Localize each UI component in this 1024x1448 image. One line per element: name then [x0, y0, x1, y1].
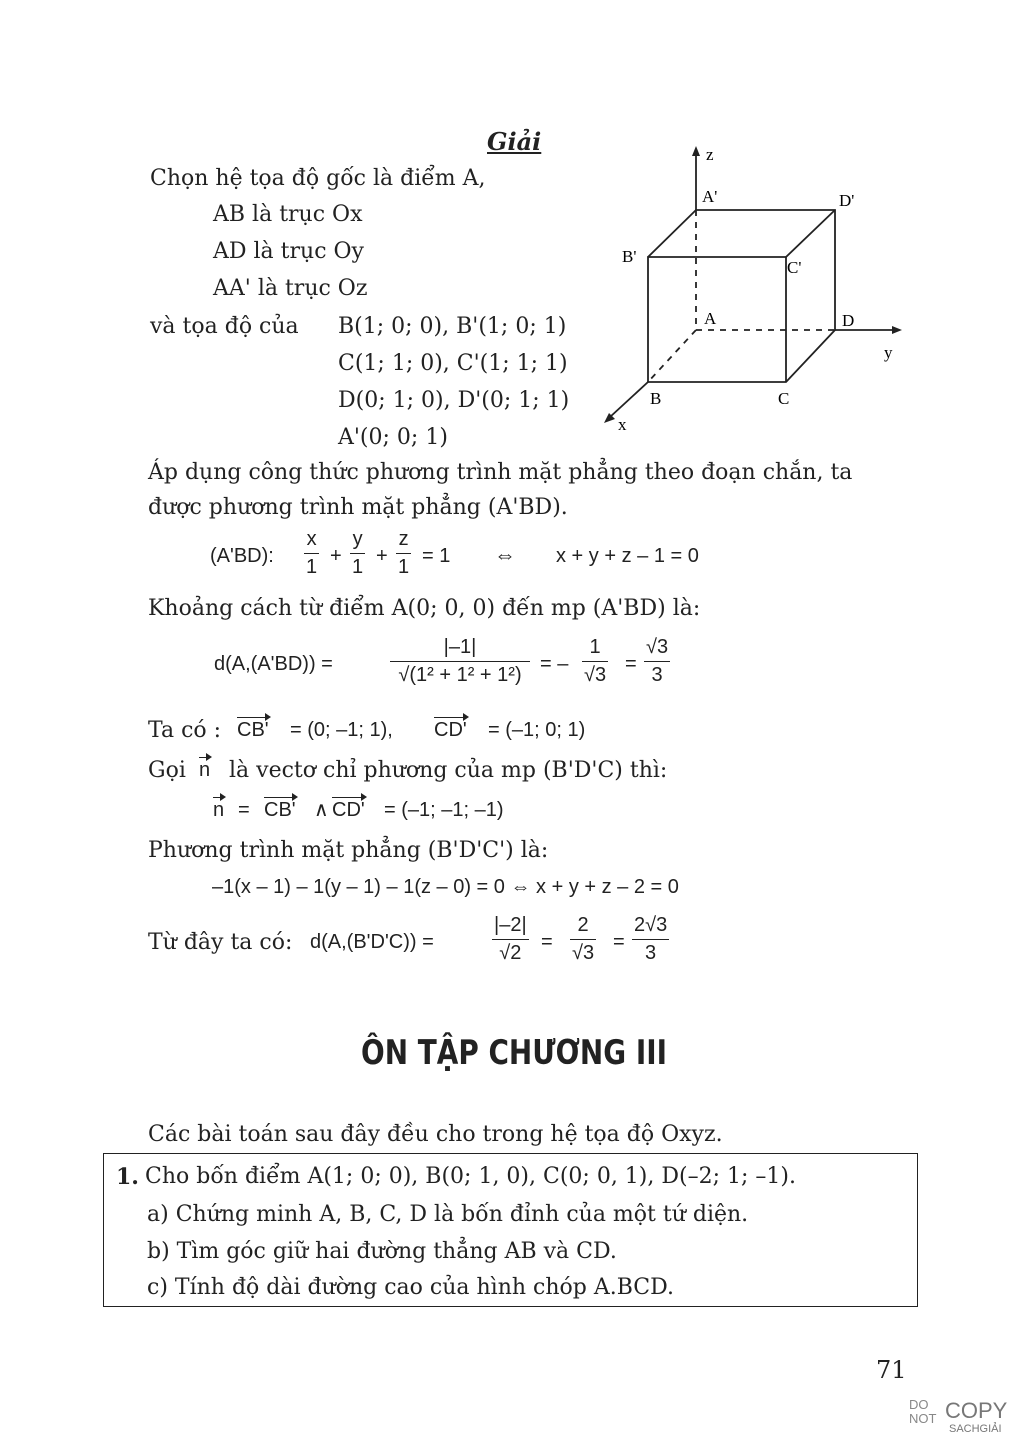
- plane-title: Phương trình mặt phẳng (B'D'C') là:: [148, 838, 549, 863]
- eq2-lhs: d(A,(A'BD)) =: [214, 653, 333, 675]
- eq2-frac-main: |–1| √(1² + 1² + 1²): [390, 636, 530, 687]
- eq2-eq-1: = –: [540, 653, 569, 675]
- cross-n: n: [213, 799, 225, 821]
- coords-line-3: D(0; 1; 0), D'(0; 1; 1): [338, 388, 570, 413]
- label-z: z: [706, 145, 714, 164]
- vec-cb-value: = (0; –1; 1),: [290, 719, 393, 741]
- coords-line-4: A'(0; 0; 1): [338, 425, 448, 450]
- coords-line-1: B(1; 0; 0), B'(1; 0; 1): [338, 314, 567, 339]
- solution-title: Giải: [487, 127, 542, 156]
- cross-value: = (–1; –1; –1): [384, 799, 504, 821]
- eq3-eq-2: =: [613, 931, 625, 953]
- intro-line-1: Chọn hệ tọa độ gốc là điểm A,: [150, 166, 486, 191]
- eq1-frac-z: z 1: [398, 528, 410, 578]
- exercise-part-a: a) Chứng minh A, B, C, D là bốn đỉnh của một tứ diện.: [147, 1202, 749, 1227]
- cube-figure: [590, 140, 910, 440]
- label-D1: D': [839, 191, 855, 210]
- eq1-plus-1: +: [330, 545, 342, 567]
- label-y: y: [884, 343, 893, 362]
- chapter-intro: Các bài toán sau đây đều cho trong hệ tọa độ Oxyz.: [148, 1122, 723, 1147]
- eq2-frac-2: 1 √3: [584, 636, 607, 686]
- eq3-frac-1: |–2| √2: [494, 914, 527, 964]
- x-axis: [610, 382, 648, 417]
- cross-cb: CB': [264, 799, 296, 821]
- plane-equation: –1(x – 1) – 1(y – 1) – 1(z – 0) = 0 ⇔ x + y + z – 2 = 0: [212, 876, 679, 898]
- label-D: D: [842, 311, 855, 330]
- cross-eq: =: [238, 799, 250, 821]
- eq2-eq-2: =: [625, 653, 637, 675]
- watermark-logo: DO NOT COPY SACHGIẢI: [909, 1397, 1008, 1435]
- cross-cd: CD': [332, 799, 365, 821]
- label-C: C: [778, 389, 790, 408]
- y-arrow: [892, 326, 902, 334]
- chapter-heading: ÔN TẬP CHƯƠNG III: [361, 1033, 667, 1073]
- label-B1: B': [622, 247, 637, 266]
- eq3-lead: Từ đây ta có:: [148, 930, 293, 955]
- normal-rest: là vectơ chỉ phương của mp (B'D'C) thì:: [229, 758, 668, 783]
- exercise-part-b: b) Tìm góc giữ hai đường thẳng AB và CD.: [147, 1239, 617, 1264]
- intro-line-2: AB là trục Ox: [213, 202, 363, 227]
- eq1-iff: ⇔: [494, 542, 516, 567]
- vec-cd: CD': [434, 719, 467, 741]
- vec-lead: Ta có :: [148, 718, 222, 743]
- label-C1: C': [787, 258, 802, 277]
- intro-line-4: AA' là trục Oz: [213, 276, 368, 301]
- para1-line-1: Áp dụng công thức phương trình mặt phẳng theo đoạn chắn, ta: [148, 460, 853, 485]
- vec-cb: CB': [237, 719, 269, 741]
- normal-lead: Gọi: [148, 758, 186, 783]
- exercise-number: 1.: [116, 1164, 139, 1190]
- label-B: B: [650, 389, 662, 408]
- eq1-rhs: x + y + z – 1 = 0: [556, 545, 699, 567]
- exercise-part-c: c) Tính độ dài đường cao của hình chóp A.BCD.: [147, 1275, 674, 1300]
- cross-wedge: ∧: [314, 799, 329, 821]
- eq1-eq: = 1: [422, 545, 451, 567]
- eq3-frac-2: 2 √3: [572, 914, 595, 964]
- coords-lead: và tọa độ của: [150, 314, 299, 339]
- para2: Khoảng cách từ điểm A(0; 0, 0) đến mp (A'BD) là:: [148, 596, 701, 621]
- normal-n: n: [199, 759, 211, 781]
- para1-line-2: được phương trình mặt phẳng (A'BD).: [148, 495, 568, 520]
- page-number: 71: [876, 1356, 907, 1384]
- exercise-stem: Cho bốn điểm A(1; 0; 0), B(0; 1, 0), C(0; 0, 1), D(–2; 1; –1).: [145, 1164, 796, 1189]
- eq1-frac-y: y 1: [352, 528, 364, 578]
- eq3-frac-3: 2√3 3: [634, 914, 668, 964]
- label-x: x: [618, 415, 627, 434]
- eq1-plus-2: +: [376, 545, 388, 567]
- eq1-frac-x: x 1: [306, 528, 318, 578]
- eq3-lhs: d(A,(B'D'C)) =: [310, 931, 434, 953]
- coords-line-2: C(1; 1; 0), C'(1; 1; 1): [338, 351, 568, 376]
- hidden-edge-AB: [648, 330, 696, 382]
- eq1-lhs: (A'BD):: [210, 545, 274, 567]
- vec-cd-value: = (–1; 0; 1): [488, 719, 586, 741]
- eq2-frac-3: √3 3: [646, 636, 669, 686]
- intro-line-3: AD là trục Oy: [213, 239, 364, 264]
- eq3-eq-1: =: [541, 931, 553, 953]
- z-arrow: [692, 146, 700, 156]
- label-A: A: [704, 309, 717, 328]
- label-A1: A': [702, 187, 718, 206]
